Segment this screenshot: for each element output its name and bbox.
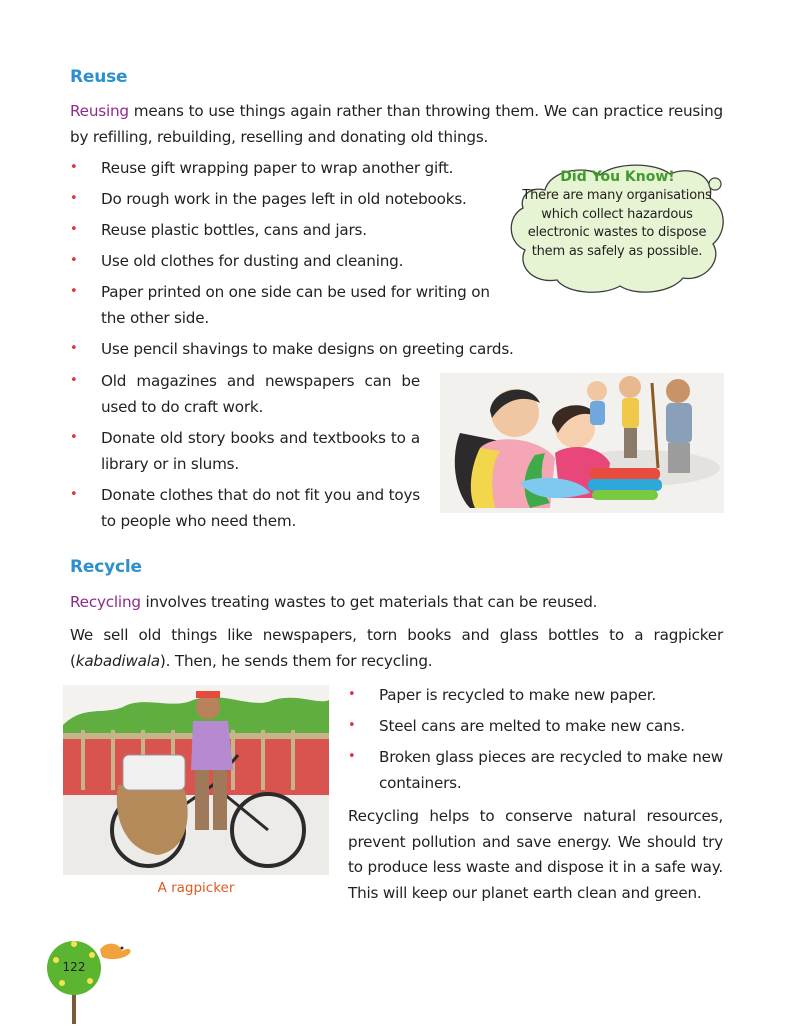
reuse-bullet-list — [70, 155, 520, 367]
reuse-side-bullet-list — [70, 368, 420, 539]
family-donating-icon — [440, 373, 724, 513]
recycle-term: Recycling — [70, 593, 141, 611]
ragpicker-bicycle-icon — [63, 685, 329, 875]
page-number: 122 — [62, 960, 86, 974]
page-number-tree — [40, 935, 140, 1024]
list-item: • Steel cans are melted to make new cans. — [348, 713, 723, 739]
list-item: • Paper printed on one side can be used for writing on the other side. — [70, 279, 491, 331]
tree-bird-icon — [40, 935, 140, 1024]
list-item: • Broken glass pieces are recycled to make new containers. — [348, 744, 723, 796]
list-item: • Use pencil shavings to make designs on greeting cards. — [70, 336, 520, 362]
list-item: • Reuse plastic bottles, cans and jars. — [70, 217, 520, 243]
list-item: • Use old clothes for dusting and cleaning. — [70, 248, 520, 274]
reuse-term: Reusing — [70, 102, 129, 120]
ragpicker-caption: A ragpicker — [157, 880, 235, 896]
recycle-bullet-list — [348, 682, 723, 801]
reuse-heading: Reuse — [70, 67, 128, 87]
paragraph-text: ). Then, he sends them for recycling. — [159, 652, 433, 670]
reuse-definition: means to use things again rather than throwing them. We can practice reusing by refilling, rebuilding, reselling and donating old things. — [70, 102, 723, 146]
paragraph-text: We sell old things like newspapers, torn books and glass bottles to a ragpicker ( — [70, 626, 723, 670]
list-item: • Reuse gift wrapping paper to wrap another gift. — [70, 155, 520, 181]
recycle-closing-paragraph: Recycling helps to conserve natural resources, prevent pollution and save energy. We should try to produce less waste and dispose it in a safe way. This will keep our planet earth clean and green. — [348, 807, 723, 902]
reuse-intro — [70, 98, 723, 150]
kabadiwala-term: kabadiwala — [75, 652, 160, 670]
donating-clothes-illustration — [440, 373, 724, 513]
list-item: • Old magazines and newspapers can be used to do craft work. — [70, 368, 420, 420]
did-you-know-title: Did You Know! — [560, 169, 675, 185]
recycle-intro — [70, 589, 723, 615]
list-item: • Paper is recycled to make new paper. — [348, 682, 723, 708]
recycle-ragpicker-paragraph — [70, 622, 723, 674]
list-item: • Donate old story books and textbooks to a library or in slums. — [70, 425, 420, 477]
list-item: • Do rough work in the pages left in old notebooks. — [70, 186, 520, 212]
list-item: • Donate clothes that do not fit you and toys to people who need them. — [70, 482, 420, 534]
ragpicker-illustration — [63, 685, 329, 875]
recycle-definition: involves treating wastes to get materials that can be reused. — [140, 593, 598, 611]
did-you-know-box — [505, 160, 730, 300]
did-you-know-text: There are many organisations which collect hazardous electronic wastes to dispose them as safely as possible. — [522, 188, 712, 259]
recycle-heading: Recycle — [70, 557, 142, 577]
